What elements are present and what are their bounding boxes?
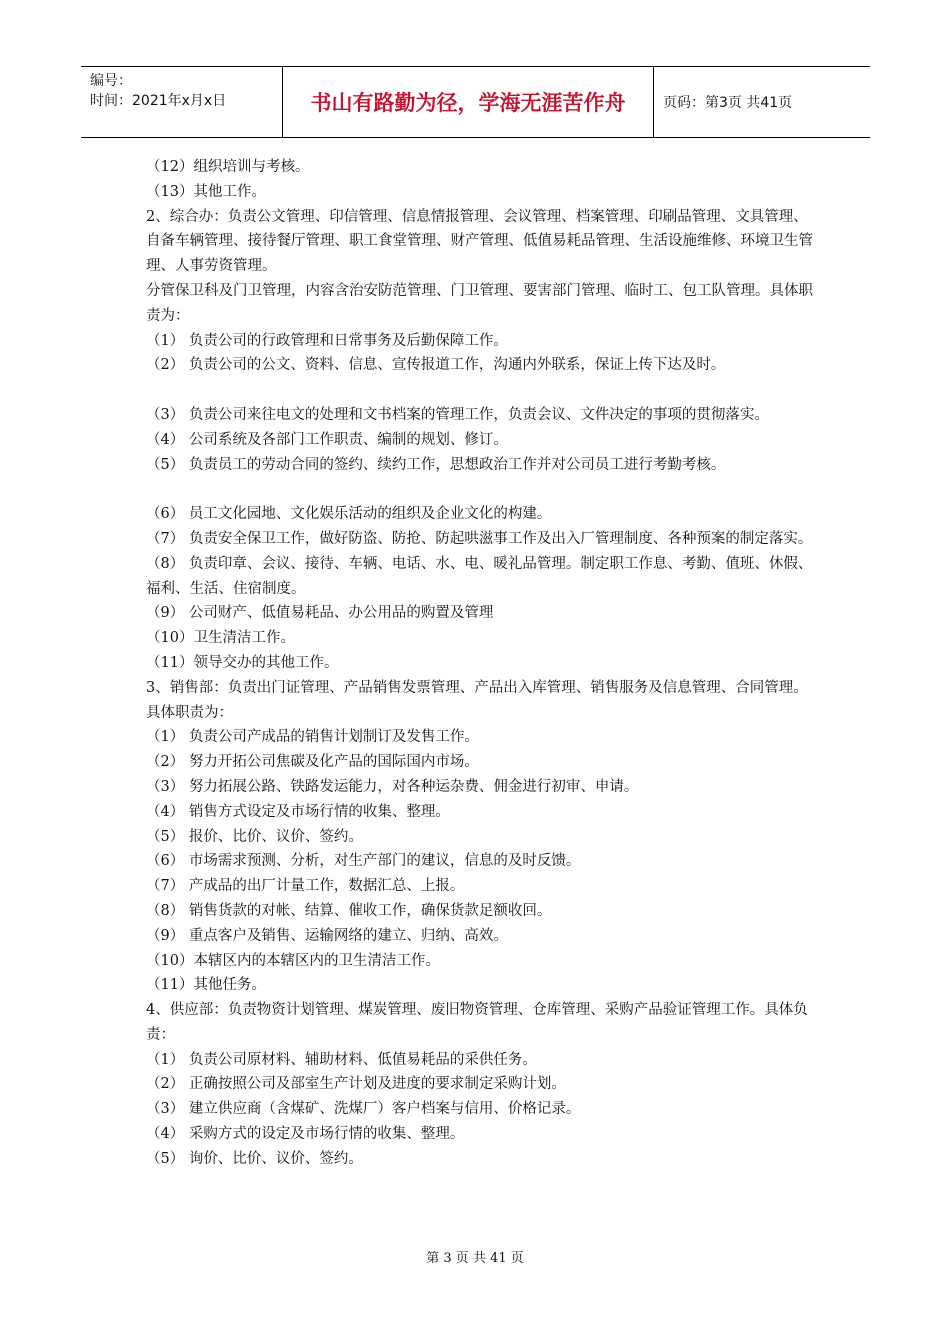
paragraph: （1） 负责公司产成品的销售计划制订及发售工作。: [146, 729, 479, 746]
paragraph: （10）卫生清洁工作。: [146, 630, 295, 647]
page-footer: 第 3 页 共 41 页: [426, 1251, 524, 1266]
paragraph: （2） 正确按照公司及部室生产计划及进度的要求制定采购计划。: [146, 1076, 566, 1093]
paragraph: 3、销售部：负责出门证管理、产品销售发票管理、产品出入库管理、销售服务及信息管理、合同管理。具体职责为：: [146, 679, 808, 721]
paragraph: （9） 公司财产、低值易耗品、办公用品的购置及管理: [146, 605, 494, 622]
header-meta: [81, 67, 283, 137]
paragraph: （13）其他工作。: [146, 183, 266, 200]
paragraph: （2） 负责公司的公文、资料、信息、宣传报道工作，沟通内外联系，保证上传下达及时。: [146, 357, 726, 374]
paragraph: （6） 员工文化园地、文化娱乐活动的组织及企业文化的构建。: [146, 506, 552, 523]
paragraph: （6） 市场需求预测、分析，对生产部门的建议，信息的及时反馈。: [146, 853, 581, 870]
paragraph: （3） 负责公司来往电文的处理和文书档案的管理工作，负责会议、文件决定的事项的贯彻落实。: [146, 406, 769, 423]
paragraph: （4） 公司系统及各部门工作职责、编制的规划、修订。: [146, 431, 508, 448]
paragraph: （5） 询价、比价、议价、签约。: [146, 1150, 363, 1167]
paragraph: 4、供应部：负责物资计划管理、煤炭管理、废旧物资管理、仓库管理、采购产品验证管理工作。具体负责：: [146, 1002, 808, 1043]
paragraph: （5） 负责员工的劳动合同的签约、续约工作，思想政治工作并对公司员工进行考勤考核。: [146, 456, 726, 473]
paragraph: （12）组织培训与考核。: [146, 159, 310, 175]
paragraph: （5） 报价、比价、议价、签约。: [146, 828, 363, 845]
paragraph: （8） 销售货款的对帐、结算、催收工作，确保货款足额收回。: [146, 902, 552, 919]
document-number-label: 编号：: [90, 73, 132, 89]
paragraph: （9） 重点客户及销售、运输网络的建立、归纳、高效。: [146, 927, 508, 944]
paragraph: 2、综合办：负责公文管理、印信管理、信息情报管理、会议管理、档案管理、印刷品管理、文具管理、自备车辆管理、接待餐厅管理、职工食堂管理、财产管理、低值易耗品管理、生活设施维修、环境卫生管理、人事劳资管理。: [146, 208, 813, 275]
page-header: [81, 66, 870, 138]
paragraph: （3） 努力拓展公路、铁路发运能力，对各种运杂费、佣金进行初审、申请。: [146, 778, 639, 795]
header-page-code: 页码：第3页 共41页: [663, 95, 793, 111]
paragraph: （10）本辖区内的本辖区内的卫生清洁工作。: [146, 952, 440, 969]
paragraph: （11）领导交办的其他工作。: [146, 654, 339, 671]
paragraph: 分管保卫科及门卫管理，内容含治安防范管理、门卫管理、要害部门管理、临时工、包工队管理。具体职责为：: [146, 282, 813, 324]
paragraph: （7） 负责安全保卫工作，做好防盗、防抢、防起哄滋事工作及出入厂管理制度、各种预案的制定落实。: [146, 530, 813, 547]
header-motto: 书山有路勤为径，学海无涯苦作舟: [283, 67, 654, 137]
document-body: [146, 155, 818, 1172]
paragraph: （7） 产成品的出厂计量工作，数据汇总、上报。: [146, 878, 465, 895]
document-date: 时间：2021年x月x日: [90, 93, 227, 109]
paragraph: （2） 努力开拓公司焦碳及化产品的国际国内市场。: [146, 754, 479, 771]
paragraph: （8） 负责印章、会议、接待、车辆、电话、水、电、暖礼品管理。制定职工作息、考勤、值班、休假、福利、生活、住宿制度。: [146, 555, 813, 597]
paragraph: （1） 负责公司的行政管理和日常事务及后勤保障工作。: [146, 332, 508, 349]
paragraph: （3） 建立供应商（含煤矿、洗煤厂）客户档案与信用、价格记录。: [146, 1101, 581, 1118]
paragraph: （11）其他任务。: [146, 977, 266, 994]
blank-line: [146, 378, 818, 403]
paragraph: （4） 采购方式的设定及市场行情的收集、整理。: [146, 1126, 465, 1143]
paragraph: （1） 负责公司原材料、辅助材料、低值易耗品的采供任务。: [146, 1051, 537, 1068]
paragraph: （4） 销售方式设定及市场行情的收集、整理。: [146, 803, 450, 820]
blank-line: [146, 477, 818, 502]
